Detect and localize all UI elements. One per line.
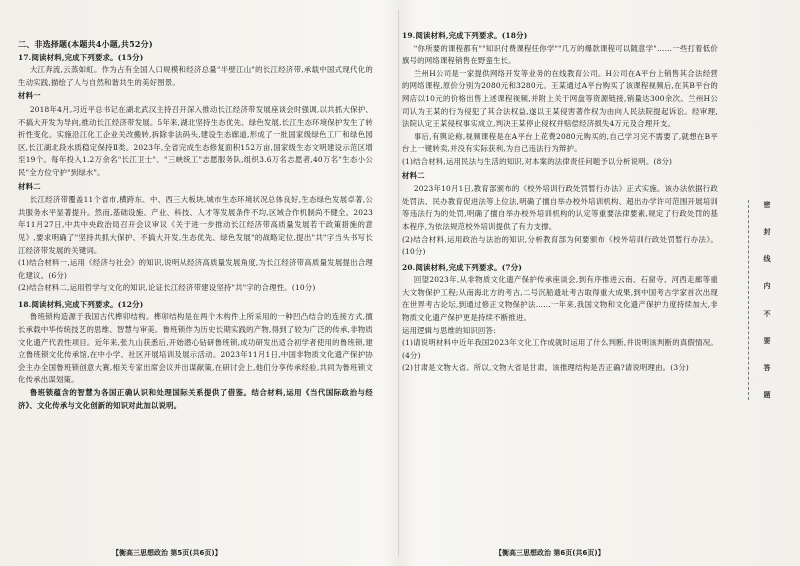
q20-title: 20.阅读材料,完成下列要求。(7分) — [402, 262, 523, 272]
seal-char: 题 — [763, 390, 771, 399]
q17-material1: 2018年4月,习近平总书记在湖北武汉主持召开深入推动长江经济带发展座谈会时强调,以共抓大保护、不搞大开发为导向,推动长江经济带发展。5年来,湖北坚持生态优先、绿色发展,长江生态环境保护发生了转折性变化。实施沿江化工企业关改搬转,拆除非法码头,建设生态廊道,形成了一批国家级绿色工厂和绿色园区,长江湖北段水质稳定保持Ⅱ类。2023年,全省完成生态修复面积152万亩,国家级生态文明建设示范区增至19个。每年投入1.2万余名"长江卫士"、"三峡统工"志愿服务队,组织3.6万名志愿者,40万名"生态小公民"全方位守护"到绿水"。 — [18, 104, 373, 177]
seal-char: 密 — [763, 201, 771, 209]
q17-material2: 长江经济带覆盖11个省市,横跨东、中、西三大板块,城市生态环境状况总体良好,生态绿色发展卓著,公共服务水平显著提升。然而,基础设施、产业、科技、人才等发展条件不均,区域合作机制尚不健全。2023年11月27日,中共中央政治局召开会议审议《关于进一步推动长江经济带高质量发展若干政策措施的意见》,要求明确了"坚持共抓大保护、不搞大开发,生态优先、绿色发展"的战略定位,提出"共"字当头书写长江经济带发展的关键词。 — [18, 195, 373, 255]
q17-task1: (1)结合材料一,运用《经济与社会》的知识,说明从经济高质量发展角度,为长江经济带高质量发展提出合理化建议。(6分) — [18, 258, 373, 280]
q17-material2-label: 材料二 — [18, 181, 41, 191]
seal-char: 封 — [763, 228, 771, 237]
page-divider — [398, 10, 399, 556]
q20-task2: (2)甘肃是文物大省。所以,文物大省是甘肃。该推理结构是否正确?请说明理由。(3分) — [402, 363, 689, 373]
q17-intro: 大江奔流,云蒸如虹。作为占有全国人口规模和经济总量"半壁江山"的长江经济带,承载中国式现代化的生动实践,描绘了人与自然和谐共生的美好图景。 — [18, 65, 373, 87]
q19-intro: "你所要的课程都有""知识付费课程任你学""几万的爆款课程可以随意学"……一些打着低价旗号的网络课程销售在野蛮生长。 — [402, 43, 718, 66]
q18-para1: 鲁班锁构造源于我国古代榫卯结构。榫卯结构是在两个木构件上所采用的一种凹凸结合的连接方式,擅长承载中华传统技艺的思维、智慧与审美。鲁班锁作为历史长期实践的产物,得到了较为广泛的传承,非物质文化遗产代表性项目。近年来,张九山获悉后,开始潜心钻研鲁班锁,成功研发出适合初学者使用的鲁班锁,建立鲁班锁文化传承馆,在中小学、社区开展培训及展示活动。2023年11月1日,中国非物质文化遗产保护协会主办全国鲁班锁创意大赛,相关专家出席会议并出谋献策,在研讨会上,他们分享传承经验,共同为鲁班锁文化传承出谋划策。 — [18, 312, 373, 385]
seal-char: 内 — [763, 282, 771, 291]
left-column — [18, 30, 373, 544]
q17-material1-label: 材料一 — [18, 91, 41, 101]
q19-case2: 事后,有舆论称,视频课程是在A平台上花费2080元购买的,自己学习完不需要了,就想在B平台上一键转卖,并没有实际获利,为自己违法行为辩护。 — [402, 131, 718, 154]
q18-para2: 鲁班锁蕴含的智慧为各国正确认识和处理国际关系提供了借鉴。结合材料,运用《当代国际政治与经济》、文化传承与文化创新的知识对此加以说明。 — [18, 388, 373, 410]
q19-case: 兰州H公司是一家提供网络开发等业务的在线教育公司。H公司在A平台上销售其合法经营的网络课程,原价分别为2080元和3280元。王某通过A平台购买了该课程视频后,在其B平台的网店以10元的价格出售上述课程视频,并附上关于网盘等资源链接,销量达300余次。兰州H公司认为王某的行为侵犯了其合法权益,遂以王某侵害著作权为由向人民法院提起诉讼。经审理,法院认定王某侵权事实成立,判决王某停止侵权并赔偿经济损失4万元及合理开支。 — [402, 68, 718, 129]
q18-title: 18.阅读材料,完成下列要求。(12分) — [18, 299, 144, 309]
q19-task1: (1)结合材料,运用民法与生活的知识,对本案的法律责任问题予以分析说明。(8分) — [402, 156, 673, 166]
seal-line — [748, 200, 785, 400]
q20-task1: (1)请说明材料中近年我国2023年文化工作成就时运用了什么判断,并说明该判断的真假情况。(4分) — [402, 338, 718, 360]
section-title: 二、非选择题(本题共4小题,共52分) — [18, 39, 153, 49]
q19-task2: (2)结合材料,运用政治与法治的知识,分析教育部为何要颁布《校外培训行政处罚暂行办法》。(10分) — [402, 234, 718, 257]
q20-task-intro: 运用逻辑与思维的知识回答: — [402, 325, 496, 335]
q19-material2-label: 材料二 — [402, 170, 425, 180]
seal-char: 答 — [763, 363, 771, 372]
seal-char: 线 — [763, 255, 771, 264]
seal-char: 要 — [763, 336, 771, 345]
page-footer-right: 【衡高三思想政治 第6页(共6页)】 — [495, 549, 605, 557]
q20-para: 回望2023年,从非物质文化遗产保护传承座谈会,到有序推进云南、石窟寺、河西走廊等重大文物保护工程;从南海北方的考古,二号沉船遗址考古取得重大成果,到中国考古学家首次出现在世界考古论坛,到通过修正文物保护法……一年来,我国文物和文化遗产保护力度持续加大,非物质文化遗产保护更是持续不断推进。 — [402, 275, 718, 323]
q19-material2: 2023年10月1日,教育部颁布的《校外培训行政处罚暂行办法》正式实施。该办法依据行政处罚法、民办教育促进法等上位法,明确了擅自举办校外培训机构、超出办学许可范围开展培训等违法行为的处罚,明确了擅自举办校外培训机构的认定等重要法律要素,规定了行政处罚的基本程序,为依法规范校外培训提供了有力支撑。 — [402, 184, 718, 231]
right-column — [402, 30, 718, 544]
q19-title: 19.阅读材料,完成下列要求。(18分) — [402, 31, 528, 40]
q17-title: 17.阅读材料,完成下列要求。(15分) — [18, 52, 144, 62]
q17-task2: (2)结合材料二,运用哲学与文化的知识,论证长江经济带建设坚持"共"字的合理性。(10分) — [18, 283, 316, 293]
seal-char: 不 — [763, 309, 771, 318]
page-footer-left: 【衡高三思想政治 第5页(共6页)】 — [112, 549, 222, 557]
